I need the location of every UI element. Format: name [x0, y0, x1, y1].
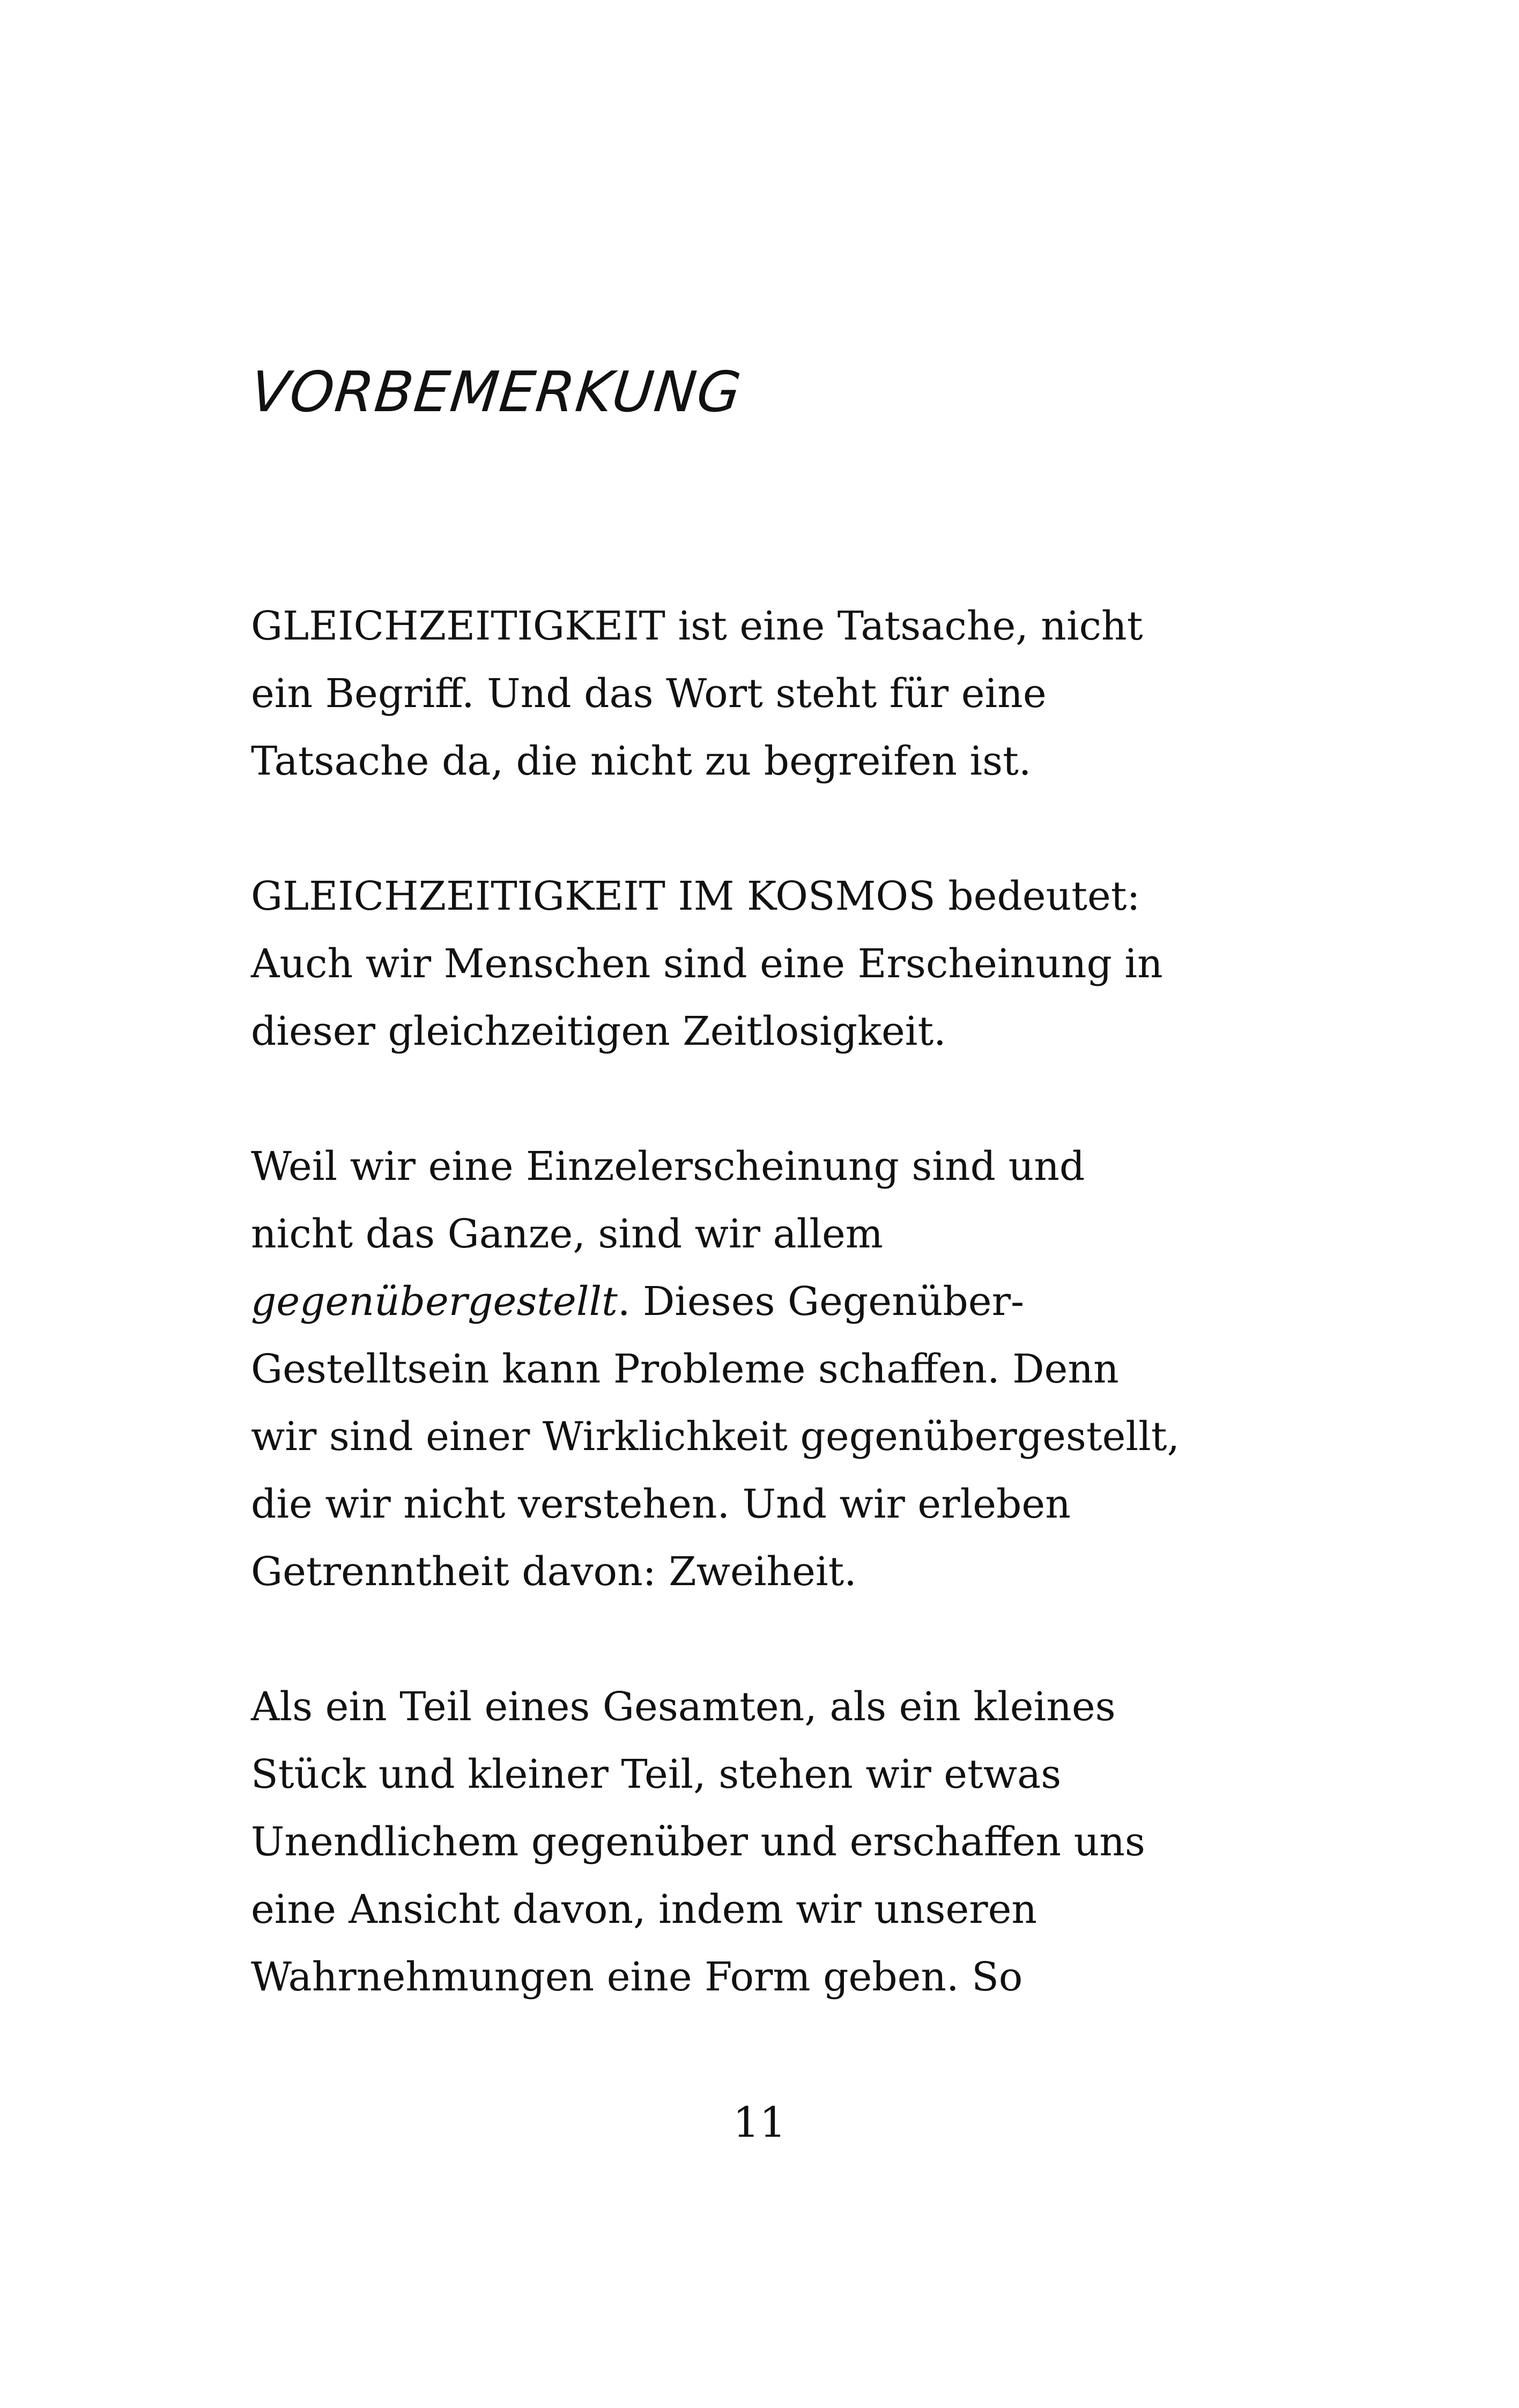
text-line: Getrenntheit davon: Zweiheit. — [251, 1549, 857, 1595]
text-line: eine Ansicht davon, indem wir unseren — [251, 1886, 1038, 1933]
text-line: Weil wir eine Einzelerscheinung sind und — [251, 1143, 1085, 1190]
text-line: ein Begriff. Und das Wort steht für eine — [251, 671, 1047, 717]
paragraph-4 — [251, 1673, 1302, 2011]
text-line: Gestelltsein kann Probleme schaffen. Denn — [251, 1346, 1119, 1392]
text-line: Unendlichem gegenüber und erschaffen uns — [251, 1819, 1145, 1865]
text-line: nicht das Ganze, sind wir allem — [251, 1211, 883, 1257]
text-line: Stück und kleiner Teil, stehen wir etwas — [251, 1751, 1062, 1797]
text-line: Tatsache da, die nicht zu begreifen ist. — [251, 738, 1032, 784]
emphasized-word: gegenübergestellt — [251, 1279, 618, 1325]
page-number: 11 — [732, 2099, 787, 2147]
text-line: Als ein Teil eines Gesamten, als ein kleines — [251, 1684, 1116, 1730]
text-line: wir sind einer Wirklichkeit gegenübergestellt, — [251, 1414, 1180, 1460]
body-text — [251, 592, 1302, 2078]
chapter-title: VORBEMERKUNG — [247, 359, 745, 425]
text-line: GLEICHZEITIGKEIT ist eine Tatsache, nicht — [251, 603, 1143, 649]
paragraph-1 — [251, 592, 1302, 795]
text-line: Auch wir Menschen sind eine Erscheinung in — [251, 941, 1163, 987]
text-line-rest: . Dieses Gegenüber- — [617, 1279, 1024, 1325]
text-line: dieser gleichzeitigen Zeitlosigkeit. — [251, 1008, 946, 1054]
text-line: Wahrnehmungen eine Form geben. So — [251, 1954, 1023, 2000]
paragraph-3 — [251, 1133, 1302, 1606]
text-line-mixed — [251, 1268, 1302, 1335]
text-line: die wir nicht verstehen. Und wir erleben — [251, 1481, 1071, 1527]
paragraph-2 — [251, 863, 1302, 1065]
text-line: GLEICHZEITIGKEIT IM KOSMOS bedeutet: — [251, 873, 1140, 919]
